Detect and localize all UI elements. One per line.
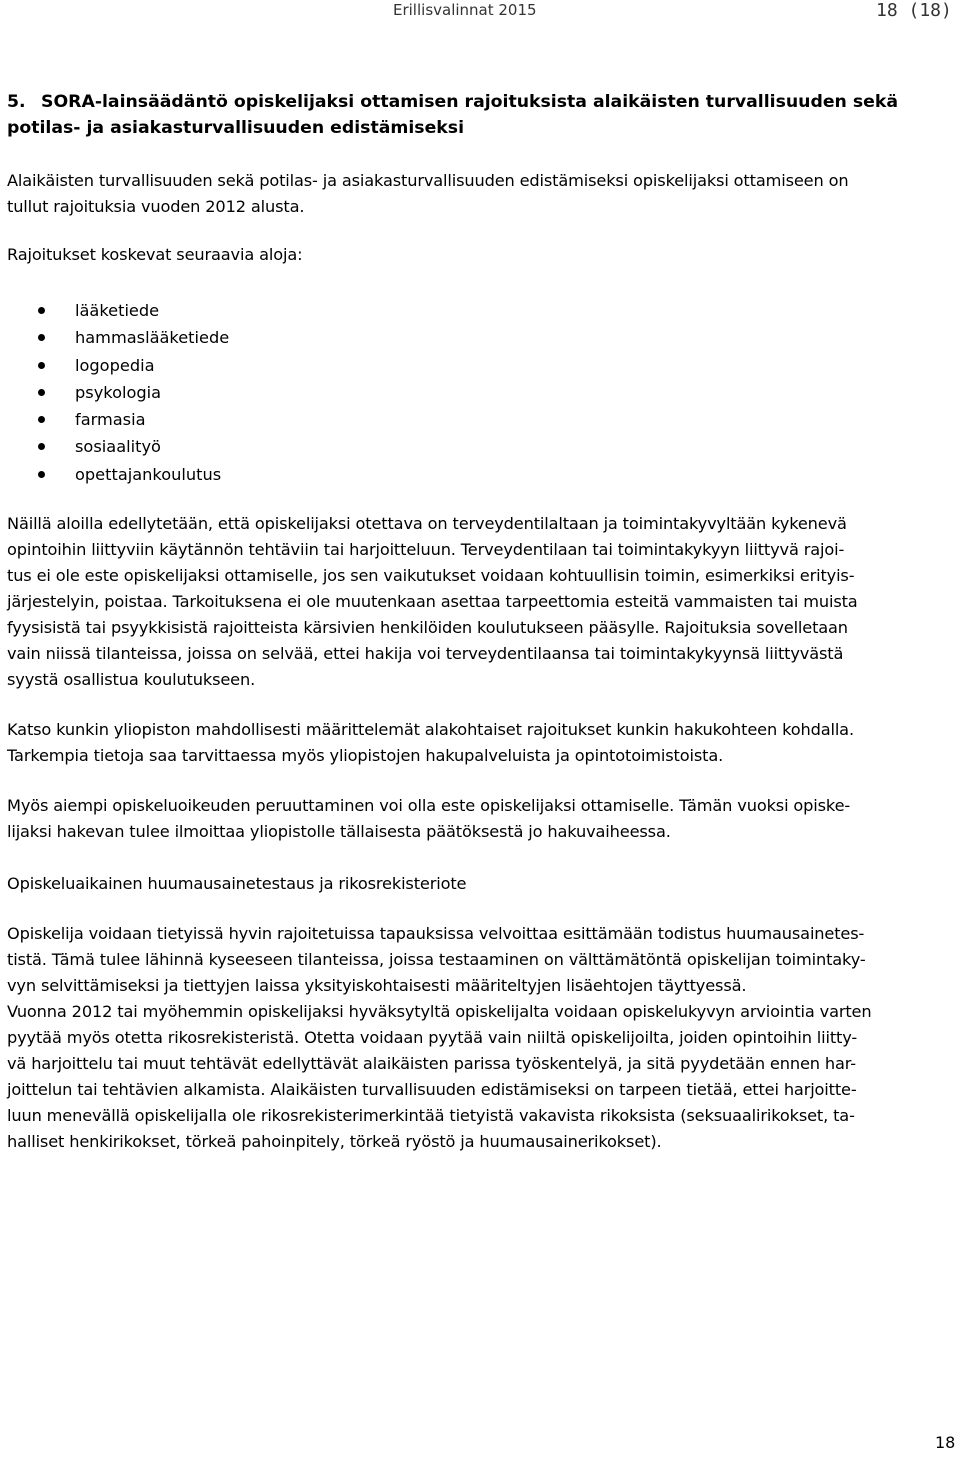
text-line: syystä osallistua koulutukseen. <box>7 670 256 689</box>
text-line: Myös aiempi opiskeluoikeuden peruuttaminen voi olla este opiskelijaksi ottamiselle. Tämän vuoksi opiske- <box>7 796 851 815</box>
cancellation-paragraph <box>7 793 957 845</box>
list-item <box>7 406 229 433</box>
list-item <box>7 297 229 324</box>
text-line: halliset henkirikokset, törkeä pahoinpitely, törkeä ryöstö ja huumausainerikokset). <box>7 1132 662 1151</box>
list-item <box>7 433 229 460</box>
text-line: vyn selvittämiseksi ja tiettyjen laissa yksityiskohtaisesti määriteltyjen lisäehtojen täyttyessä. <box>7 976 747 995</box>
bullet-icon <box>38 334 45 341</box>
section-number: 5. <box>7 92 26 112</box>
text-line: Vuonna 2012 tai myöhemmin opiskelijaksi hyväksytyltä opiskelijalta voidaan opiskelukyvyn arviointia varten <box>7 1002 872 1021</box>
bullet-icon <box>38 307 45 314</box>
text-line: Näillä aloilla edellytetään, että opiskelijaksi otettava on terveydentilaltaan ja toimintakyvyltään kykenevä <box>7 514 847 533</box>
list-item <box>7 379 229 406</box>
field-name: lääketiede <box>75 301 160 320</box>
document-title: Erillisvalinnat 2015 <box>393 1 537 19</box>
drug-testing-paragraph <box>7 921 957 1155</box>
text-line: joittelun tai tehtävien alkamista. Alaikäisten turvallisuuden edistämiseksi on tarpeen tietää, ettei harjoitte- <box>7 1080 857 1099</box>
text-line: vä harjoittelu tai muut tehtävät edellyttävät alaikäisten parissa työskentelyä, ja sitä pyydetään ennen har- <box>7 1054 856 1073</box>
list-item <box>7 324 229 351</box>
section-title-line-1: SORA-lainsäädäntö opiskelijaksi ottamisen rajoituksista alaikäisten turvallisuuden sekä <box>41 92 899 112</box>
text-line: fyysisistä tai psyykkisistä rajoitteista kärsivien henkilöiden koulutukseen pääsylle. Rajoituksia sovelletaan <box>7 618 848 637</box>
text-line: tullut rajoituksia vuoden 2012 alusta. <box>7 197 305 216</box>
field-name: hammaslääketiede <box>75 328 230 348</box>
page-indicator: 18 (18) <box>876 0 952 21</box>
field-specific-paragraph <box>7 717 957 769</box>
text-line: järjestelyin, poistaa. Tarkoituksena ei ole muutenkaan asettaa tarpeettomia esteitä vammaisten tai muista <box>7 592 858 611</box>
bullet-icon <box>38 389 45 396</box>
list-item <box>7 352 229 379</box>
text-line: Opiskelija voidaan tietyissä hyvin rajoitetuissa tapauksissa velvoittaa esittämään todistus huumausainetes- <box>7 924 865 943</box>
intro-paragraph <box>7 168 957 220</box>
footer-page-number: 18 <box>935 1433 956 1452</box>
bullet-icon <box>38 416 45 423</box>
restrictions-lead <box>7 242 957 268</box>
subheading <box>7 871 957 897</box>
section-title-line-2: potilas- ja asiakasturvallisuuden edistämiseksi <box>7 118 465 138</box>
text-line: lijaksi hakevan tulee ilmoittaa yliopistolle tällaisesta päätöksestä jo hakuvaiheessa. <box>7 822 671 841</box>
text-line: vain niissä tilanteissa, joissa on selvää, ettei hakija voi terveydentilaansa tai toimintakykyynsä liittyvästä <box>7 644 844 663</box>
bullet-icon <box>38 471 45 478</box>
field-name: sosiaalityö <box>75 437 161 457</box>
text-line: Tarkempia tietoja saa tarvittaessa myös yliopistojen hakupalveluista ja opintotoimistoista. <box>7 746 724 765</box>
restricted-fields-list <box>7 297 229 488</box>
subheading-text: Opiskeluaikainen huumausainetestaus ja rikosrekisteriote <box>7 874 467 893</box>
field-name: farmasia <box>75 410 146 430</box>
field-name: opettajankoulutus <box>75 464 222 484</box>
text-line: Alaikäisten turvallisuuden sekä potilas- ja asiakasturvallisuuden edistämiseksi opiskelijaksi ottamiseen on <box>7 171 849 190</box>
requirements-paragraph <box>7 511 957 693</box>
bullet-icon <box>38 443 45 450</box>
field-name: logopedia <box>75 355 155 375</box>
text-line: tistä. Tämä tulee lähinnä kyseeseen tilanteissa, joissa testaaminen on välttämätöntä opiskelijan toimintaky- <box>7 950 866 969</box>
field-name: psykologia <box>75 382 162 402</box>
text-line: pyytää myös otetta rikosrekisteristä. Otetta voidaan pyytää vain niiltä opiskelijoilta, joiden opintoihin liitty- <box>7 1028 858 1047</box>
text-line: Katso kunkin yliopiston mahdollisesti määrittelemät alakohtaiset rajoitukset kunkin hakukohteen kohdalla. <box>7 720 854 739</box>
section-heading <box>7 89 957 141</box>
text-line: opintoihin liittyviin käytännön tehtäviin tai harjoitteluun. Terveydentilaan tai toimintakykyyn liittyvä rajoi- <box>7 540 845 559</box>
text-line: tus ei ole este opiskelijaksi ottamiselle, jos sen vaikutukset voidaan kohtuullisin toimin, esimerkiksi erityis- <box>7 566 855 585</box>
restrictions-lead-text: Rajoitukset koskevat seuraavia aloja: <box>7 245 303 264</box>
text-line: luun menevällä opiskelijalla ole rikosrekisterimerkintää tietyistä vakavista rikoksista (seksuaalirikokset, ta- <box>7 1106 855 1125</box>
bullet-icon <box>38 362 45 369</box>
list-item <box>7 461 229 488</box>
